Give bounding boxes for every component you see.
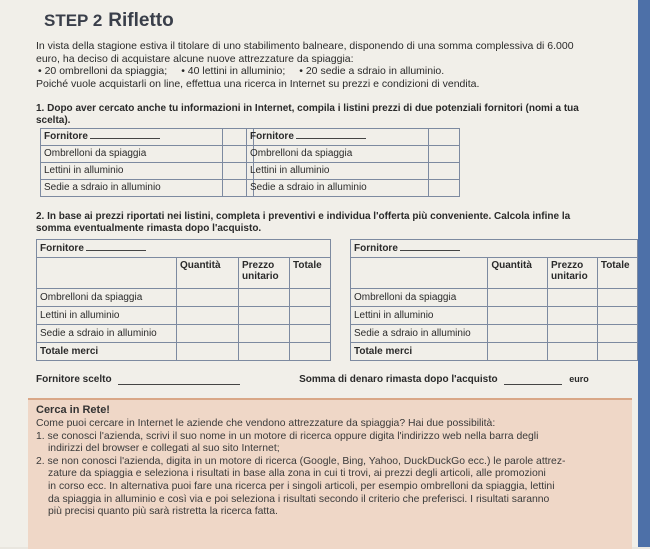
- box-item-2-cont: più precisi quanto più sarà ristretta la ricerca fatta.: [48, 506, 278, 518]
- result-line: [36, 374, 636, 385]
- total-cell[interactable]: [290, 325, 331, 343]
- quote-table-a: [36, 239, 331, 361]
- row-label: Sedie a sdraio in alluminio: [41, 180, 223, 197]
- row-label: Lettini in alluminio: [247, 163, 429, 180]
- question-1-line-1: 1. Dopo aver cercato anche tu informazioni in Internet, compila i listini prezzi di due potenziali fornitori (nomi a tua: [36, 103, 579, 114]
- row-label: Ombrelloni da spiaggia: [41, 146, 223, 163]
- unit-price-cell[interactable]: [239, 289, 290, 307]
- quantity-cell[interactable]: [177, 307, 239, 325]
- table-row: [41, 146, 254, 163]
- search-online-box: [28, 398, 632, 549]
- quote-supplier-header-b: Fornitore: [351, 240, 638, 258]
- box-item-2-cont: in corso ecc. In alternativa puoi fare una ricerca per i singoli articoli, per esempio ombrelloni da spiaggia, lettini: [48, 480, 555, 492]
- bullet-loungers: • 40 lettini in alluminio;: [181, 65, 286, 77]
- price-list-table-a: [40, 128, 254, 197]
- row-label: Sedie a sdraio in alluminio: [37, 325, 177, 343]
- step-heading: [44, 10, 174, 32]
- quantity-cell[interactable]: [488, 325, 548, 343]
- euro-unit: euro: [569, 374, 589, 384]
- table-row: [351, 343, 638, 361]
- box-item-2-cont: da spiaggia in alluminio e così via e poi seleziona i risultati secondo il criterio che preferisci. I risultati saranno: [48, 493, 550, 505]
- row-label: Ombrelloni da spiaggia: [37, 289, 177, 307]
- table-row: [37, 343, 331, 361]
- quantity-cell[interactable]: [488, 289, 548, 307]
- header-total: Totale: [290, 258, 331, 289]
- quantity-cell[interactable]: [177, 289, 239, 307]
- table-row: [351, 289, 638, 307]
- total-goods-label: Totale merci: [37, 343, 177, 361]
- table-row: [41, 180, 254, 197]
- remaining-sum-label: Somma di denaro rimasta dopo l'acquisto: [299, 374, 498, 385]
- header-quantity: Quantità: [177, 258, 239, 289]
- chosen-supplier-label: Fornitore scelto: [36, 374, 112, 385]
- intro-line-1: In vista della stagione estiva il titolare di uno stabilimento balneare, disponendo di una somma complessiva di 6.000: [36, 40, 574, 52]
- table-row: [37, 289, 331, 307]
- quote-table-b: [350, 239, 638, 361]
- unit-price-cell[interactable]: [239, 325, 290, 343]
- total-cell[interactable]: [597, 325, 637, 343]
- total-goods-cell[interactable]: [597, 343, 637, 361]
- table-row: [351, 307, 638, 325]
- quote-supplier-header-a: Fornitore: [37, 240, 331, 258]
- bullet-umbrellas: • 20 ombrelloni da spiaggia;: [38, 65, 168, 77]
- row-label: Sedie a sdraio in alluminio: [247, 180, 429, 197]
- equipment-list: [38, 65, 631, 78]
- header-quantity: Quantità: [488, 258, 548, 289]
- price-list-table-b: [246, 128, 460, 197]
- total-goods-cell[interactable]: [290, 343, 331, 361]
- remaining-sum-field[interactable]: [504, 384, 562, 385]
- unit-price-cell[interactable]: [548, 289, 598, 307]
- step-number: STEP 2: [44, 11, 103, 30]
- quantity-cell[interactable]: [488, 307, 548, 325]
- box-item-2: 2. se non conosci l'azienda, digita in un motore di ricerca (Google, Bing, Yahoo, DuckDuckGo ecc.) le parole attrez-: [36, 455, 566, 467]
- intro-text: [36, 40, 631, 90]
- box-paragraph: Come puoi cercare in Internet le aziende che vendono attrezzature da spiaggia? Hai due possibilità:: [36, 418, 496, 429]
- total-cell[interactable]: [597, 289, 637, 307]
- price-cell[interactable]: [429, 180, 460, 197]
- header-total: Totale: [597, 258, 637, 289]
- supplier-header-b: Fornitore: [247, 129, 429, 146]
- row-label: Sedie a sdraio in alluminio: [351, 325, 488, 343]
- table-row: [351, 325, 638, 343]
- total-goods-label: Totale merci: [351, 343, 488, 361]
- row-label: Ombrelloni da spiaggia: [247, 146, 429, 163]
- row-label: Ombrelloni da spiaggia: [351, 289, 488, 307]
- quantity-cell[interactable]: [177, 325, 239, 343]
- total-cell[interactable]: [290, 289, 331, 307]
- price-cell[interactable]: [429, 146, 460, 163]
- row-label: Lettini in alluminio: [351, 307, 488, 325]
- price-cell[interactable]: [429, 163, 460, 180]
- table-row: [41, 163, 254, 180]
- intro-line-2: euro, ha deciso di acquistare alcune nuove attrezzature da spiaggia:: [36, 52, 354, 65]
- row-label: Lettini in alluminio: [41, 163, 223, 180]
- unit-price-cell[interactable]: [548, 325, 598, 343]
- table-row: [37, 325, 331, 343]
- bullet-deckchairs: • 20 sedie a sdraio in alluminio.: [299, 65, 445, 77]
- table-row: [247, 146, 460, 163]
- question-2: [36, 211, 636, 235]
- box-title: Cerca in Rete!: [36, 404, 110, 416]
- unit-price-cell[interactable]: [548, 307, 598, 325]
- header-unit-price: Prezzo unitario: [548, 258, 598, 289]
- total-cell[interactable]: [597, 307, 637, 325]
- box-text: [36, 418, 626, 519]
- total-cell[interactable]: [290, 307, 331, 325]
- page-edge: [638, 0, 650, 547]
- question-2-line-1: 2. In base ai prezzi riportati nei listini, completa i preventivi e individua l'offerta più conveniente. Calcola infine la: [36, 211, 571, 222]
- table-row: [37, 307, 331, 325]
- question-1: [36, 103, 631, 127]
- unit-price-cell[interactable]: [239, 307, 290, 325]
- intro-line-3: Poiché vuole acquistarli on line, effettua una ricerca in Internet su prezzi e condizioni di vendita.: [36, 77, 480, 90]
- question-2-line-2: somma eventualmente rimasta dopo l'acquisto.: [36, 223, 262, 234]
- box-item-1-cont: indirizzi del browser e collegati al suo sito Internet;: [48, 443, 280, 455]
- row-label: Lettini in alluminio: [37, 307, 177, 325]
- box-item-2-cont: zature da spiaggia e seleziona i risultati in base alla zona in cui ti trovi, ai prezzi degli articoli, alle promozioni: [48, 468, 546, 480]
- table-row: [247, 163, 460, 180]
- table-row: [247, 180, 460, 197]
- box-item-1: 1. se conosci l'azienda, scrivi il suo nome in un motore di ricerca oppure digita l'indirizzo web nella barra degli: [36, 430, 539, 442]
- step-title: Rifletto: [108, 10, 174, 31]
- chosen-supplier-field[interactable]: [118, 384, 240, 385]
- supplier-header-a: Fornitore: [41, 129, 223, 146]
- header-unit-price: Prezzo unitario: [239, 258, 290, 289]
- question-1-line-2: scelta).: [36, 115, 71, 126]
